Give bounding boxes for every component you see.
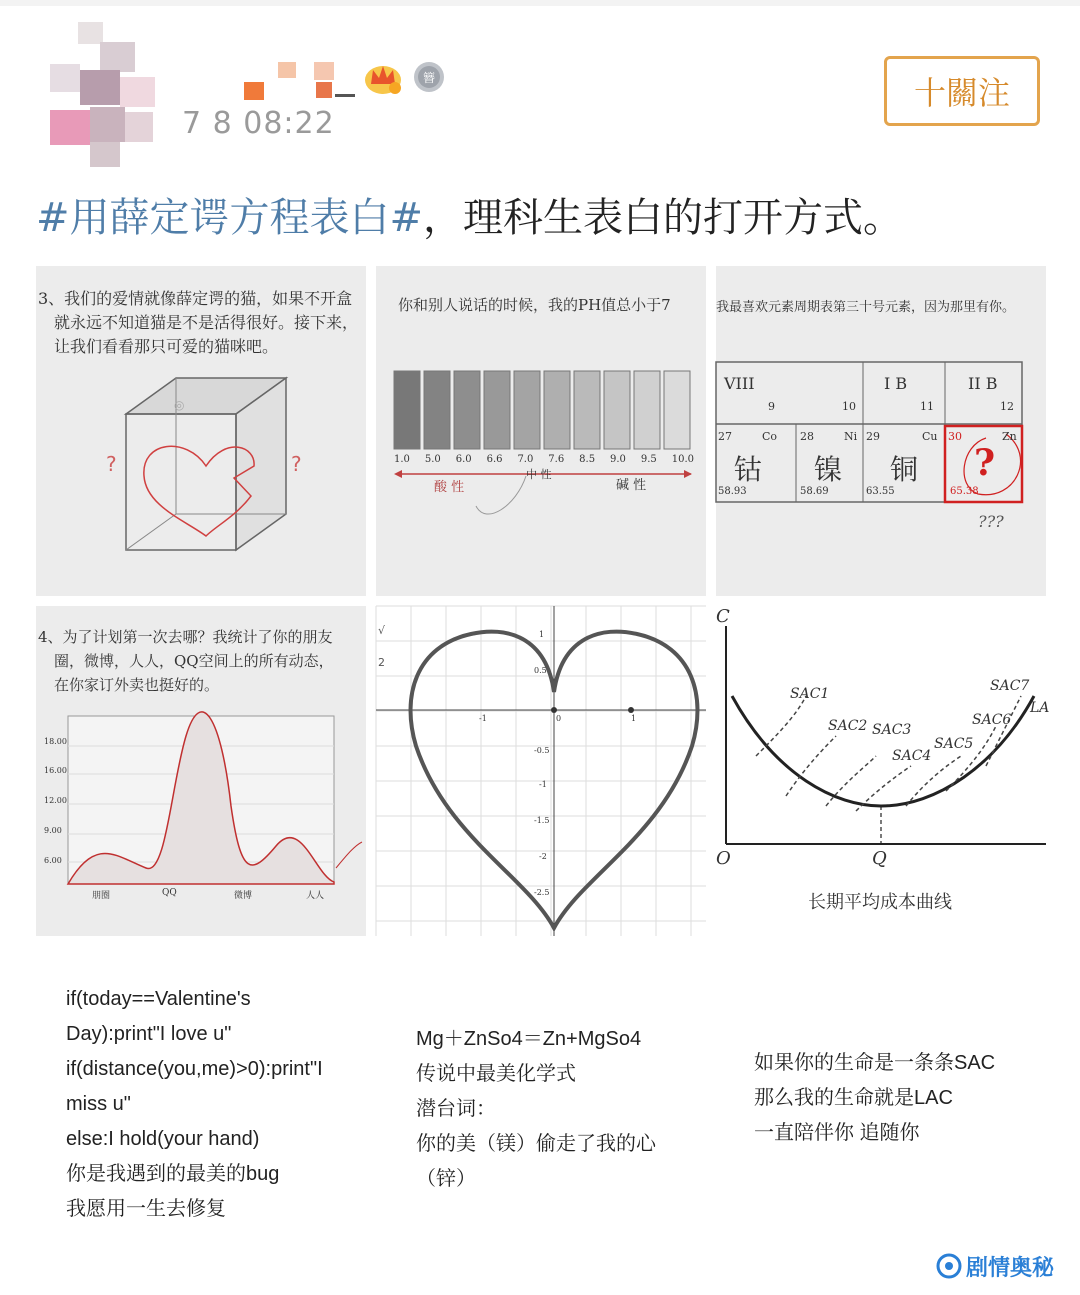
lac-caption: 长期平均成本曲线 xyxy=(808,892,952,913)
sac-label: SAC7 xyxy=(990,678,1030,694)
ph-tube xyxy=(484,371,510,449)
lac-label: LA xyxy=(1030,700,1050,716)
ph-tube xyxy=(424,371,450,449)
axis-label-q: Q xyxy=(872,848,887,869)
image-lac-curve[interactable] xyxy=(716,606,1050,936)
cell1-line3: 让我们看看那只可爱的猫咪吧。 xyxy=(54,337,279,356)
code-line: 我愿用一生去修复 xyxy=(66,1198,226,1220)
sac-label: SAC4 xyxy=(892,748,932,764)
ph-tubes-drawing xyxy=(376,266,706,596)
axis-label-c: C xyxy=(716,606,730,627)
acid-label: 酸 性 xyxy=(434,480,465,495)
cell1-line2: 就永远不知道猫是不是活得很好。接下来， xyxy=(54,313,359,332)
y-tick: -0.5 xyxy=(534,746,550,755)
element-mass: 63.55 xyxy=(866,486,895,497)
code-line: miss u" xyxy=(66,1093,131,1115)
chem-line: 潜台词： xyxy=(416,1098,496,1120)
svg-text:2: 2 xyxy=(378,656,385,669)
chem-line: Mg＋ZnSo4＝Zn+MgSo4 xyxy=(416,1028,642,1050)
image-activity-chart[interactable] xyxy=(36,606,366,936)
ph-tube xyxy=(454,371,480,449)
cell4-line1: 4、为了计划第一次去哪？我统计了你的朋友 xyxy=(38,628,333,646)
ph-tube xyxy=(664,371,690,449)
y-tick: 1 xyxy=(539,630,545,639)
econ-line: 那么我的生命就是LAC xyxy=(754,1087,953,1109)
ph-value: 6.6 xyxy=(486,454,503,465)
sac-label: SAC2 xyxy=(828,718,868,734)
group-num: 12 xyxy=(1000,400,1014,413)
element-number: 27 xyxy=(718,430,732,443)
cell3-caption: 我最喜欢元素周期表第三十号元素，因为那里有你。 xyxy=(716,300,1016,315)
x-tick: QQ xyxy=(162,888,177,898)
ph-tube xyxy=(634,371,660,449)
y-tick: -2.5 xyxy=(534,888,550,897)
image-chemistry-love[interactable] xyxy=(376,946,706,1276)
image-ph-scale[interactable] xyxy=(376,266,706,596)
ph-tube xyxy=(514,371,540,449)
question-marks: ??? xyxy=(978,512,1004,531)
cube-heart-drawing xyxy=(36,266,366,596)
code-line: if(distance(you,me)>0):print"I xyxy=(66,1058,323,1080)
element-number: 30 xyxy=(948,430,962,443)
element-name: ? xyxy=(974,442,996,484)
x-tick: -1 xyxy=(479,714,487,723)
sac-label: SAC3 xyxy=(872,722,912,738)
ph-value: 1.0 xyxy=(394,454,410,465)
logo-text: 剧情奥秘 xyxy=(966,1255,1055,1281)
image-economics-love[interactable] xyxy=(716,946,1046,1276)
logo-icon xyxy=(936,1253,962,1279)
y-tick: -2 xyxy=(539,852,547,861)
activity-chart xyxy=(36,606,366,936)
element-name: 镍 xyxy=(814,453,843,486)
crown-icon xyxy=(363,58,403,96)
x-tick: 朋圈 xyxy=(92,891,111,901)
element-number: 29 xyxy=(866,430,880,443)
lac-curve xyxy=(716,606,1046,936)
svg-text:?: ? xyxy=(291,452,302,476)
element-name: 钴 xyxy=(734,453,763,486)
y-tick: 18.00 xyxy=(44,737,67,746)
element-symbol: Zn xyxy=(1002,430,1017,443)
group-label: II B xyxy=(968,374,998,393)
neutral-label: 中 性 xyxy=(526,468,552,481)
axis-label-o: O xyxy=(716,848,731,869)
element-name: 铜 xyxy=(890,453,919,486)
element-mass: 58.69 xyxy=(800,486,829,497)
y-tick: -1.5 xyxy=(534,816,550,825)
ph-tube xyxy=(574,371,600,449)
ph-value: 6.0 xyxy=(455,454,472,465)
sac-label: SAC6 xyxy=(972,712,1012,728)
image-code-love[interactable] xyxy=(36,946,366,1276)
cell4-line3: 在你家订外卖也挺好的。 xyxy=(54,676,220,694)
ph-value: 7.6 xyxy=(548,454,565,465)
svg-text:?: ? xyxy=(106,452,117,476)
sac-label: SAC5 xyxy=(934,736,974,752)
chem-line: 传说中最美化学式 xyxy=(416,1063,576,1085)
group-num: 11 xyxy=(920,400,934,413)
brand-logo xyxy=(936,1246,1054,1286)
y-tick: 0.5 xyxy=(534,666,547,675)
top-divider xyxy=(0,0,1080,6)
post-text xyxy=(36,186,903,243)
x-tick: 1 xyxy=(631,714,637,723)
ph-value: 7.0 xyxy=(517,454,534,465)
y-tick: -1 xyxy=(539,780,547,789)
econ-line: 如果你的生命是一条条SAC xyxy=(754,1052,996,1074)
element-symbol: Ni xyxy=(844,430,858,443)
hashtag-link[interactable]: #用薛定谔方程表白# xyxy=(36,195,424,241)
econ-line: 一直陪伴你 追随你 xyxy=(754,1122,920,1144)
ph-tube xyxy=(544,371,570,449)
image-periodic-table[interactable] xyxy=(716,266,1046,596)
code-line: if(today==Valentine's xyxy=(66,988,251,1010)
chem-line: 你的美（镁）偷走了我的心 xyxy=(416,1133,656,1155)
image-schrodinger-cube[interactable] xyxy=(36,266,366,596)
group-num: 10 xyxy=(842,400,856,413)
chem-line: （锌） xyxy=(416,1168,476,1190)
y-tick: 9.00 xyxy=(44,826,62,835)
post-time: 7 8 08:22 xyxy=(182,106,335,141)
element-symbol: Cu xyxy=(922,430,938,443)
svg-text:√: √ xyxy=(378,624,386,637)
element-mass: 58.93 xyxy=(718,486,747,497)
post-body: ，理科生表白的打开方式。 xyxy=(423,195,904,241)
element-mass: 65.38 xyxy=(950,486,979,497)
group-num: 9 xyxy=(768,400,775,413)
sac-label: SAC1 xyxy=(790,686,830,702)
x-tick: 0 xyxy=(556,714,562,723)
heart-plot xyxy=(376,606,706,936)
ph-tube xyxy=(604,371,630,449)
ph-value: 9.5 xyxy=(640,454,657,465)
cell2-caption: 你和别人说话的时候，我的PH值总小于7 xyxy=(398,296,671,314)
element-number: 28 xyxy=(800,430,814,443)
code-line: Day):print"I love u" xyxy=(66,1023,232,1045)
svg-text:簪: 簪 xyxy=(422,71,436,85)
group-label: I B xyxy=(884,374,908,393)
ph-value: 10.0 xyxy=(671,454,694,465)
y-tick: 12.00 xyxy=(44,796,67,805)
ph-value: 9.0 xyxy=(610,454,626,465)
x-tick: 人人 xyxy=(306,891,325,901)
y-tick: 6.00 xyxy=(44,856,62,865)
group-label: VIII xyxy=(724,374,755,393)
medal-icon xyxy=(412,58,446,94)
image-heart-plot[interactable] xyxy=(376,606,706,936)
ph-values xyxy=(394,454,694,465)
ph-value: 8.5 xyxy=(579,454,596,465)
cell4-line2: 圈，微博，人人，QQ空间上的所有动态， xyxy=(54,652,334,670)
y-tick: 16.00 xyxy=(44,766,67,775)
ph-value: 5.0 xyxy=(424,454,441,465)
ph-tube xyxy=(394,371,420,449)
follow-button[interactable]: 十關注 xyxy=(884,56,1040,126)
avatar[interactable] xyxy=(50,22,160,167)
cell1-line1: 3、我们的爱情就像薛定谔的猫，如果不开盒 xyxy=(38,289,353,308)
watermark: ◎ xyxy=(174,398,185,412)
code-line: 你是我遇到的最美的bug xyxy=(66,1163,280,1185)
base-label: 碱 性 xyxy=(616,478,647,493)
code-line: else:I hold(your hand) xyxy=(66,1128,260,1150)
x-tick: 微博 xyxy=(234,891,253,901)
element-symbol: Co xyxy=(762,430,778,443)
